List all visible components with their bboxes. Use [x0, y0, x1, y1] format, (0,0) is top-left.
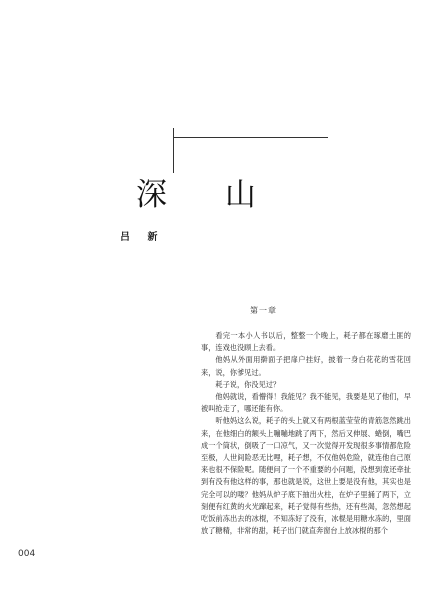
- chapter-heading: 第一章: [250, 306, 277, 315]
- paragraph: 耗子说，你没见过？: [215, 379, 281, 389]
- paragraph: 听他妈这么说，耗子的头上就又有两根蓝莹莹的青筋忽然跳出来，在他细白的额头上嘣嘣地跳了两下，然后又伸展、蜷倒，嘴巴成一个筒状，倒吸了一口凉气，又一次觉得开发现很多事情都危险至极，人世间险恶无比哩，耗子想，不仅他妈危险，就连他自己原来也很不保险呢。随便问了一个不重要的小问题，没想到竟还牵扯到有没有他这样的事，那也就是说，这世上要是没有他，其实也是完全可以的喽？他妈从炉子底下抽出火柱，在炉子里捅了两下，立刻便有红黄的火光蹿起来，耗子觉得有些热，还有些渴，忽然想起吃饭前冻出去的冰棍，不知冻好了没有，冰棍是用糖水冻的，里面放了糖精，非常的甜，耗子出门就直奔窗台上放冰棍的那个: [201, 416, 411, 536]
- paragraph: 他妈从外面用擀面子把扉户挂好，披着一身白花花的雪花回来，说，你爹见过。: [201, 355, 411, 377]
- body-text: [201, 330, 411, 537]
- paragraph: 他妈就说，看懵得！我能见？我不能见，我要是见了他们，早被叫抢走了，哪还能有你。: [201, 392, 411, 414]
- author-name: 吕 新: [120, 232, 165, 243]
- decorative-vertical-rule: [173, 128, 174, 173]
- page-number: 004: [18, 549, 36, 559]
- decorative-horizontal-rule: [173, 137, 328, 138]
- paragraph: 看完一本小人书以后，整整一个晚上，耗子都在琢磨土匪的事，连戏也没顾上去看。: [201, 331, 411, 353]
- story-title: 深 山: [136, 177, 280, 213]
